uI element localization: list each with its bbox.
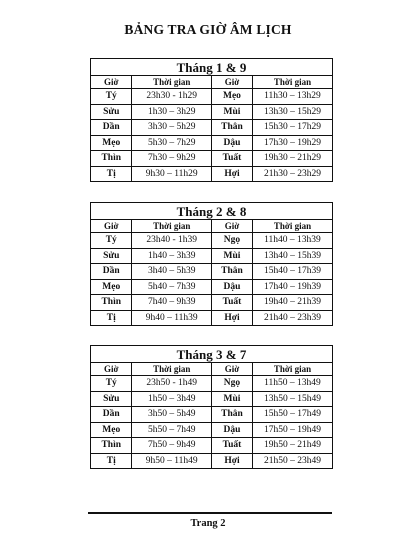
- gio-cell: Tị: [91, 310, 132, 325]
- table-row: [91, 391, 332, 407]
- time-cell: 9h50 – 11h49: [132, 453, 212, 468]
- table-row: [91, 120, 332, 136]
- time-cell: 7h50 – 9h49: [132, 438, 212, 454]
- table-row: [91, 89, 332, 105]
- time-cell: 5h50 – 7h49: [132, 422, 212, 438]
- gio-cell: Ngọ: [211, 376, 252, 392]
- time-cell: 13h50 – 15h49: [252, 391, 332, 407]
- time-cell: 1h50 – 3h49: [132, 391, 212, 407]
- header-thoi-gian: Thời gian: [132, 76, 212, 89]
- gio-cell: Mùi: [211, 248, 252, 264]
- gio-cell: Tuất: [211, 438, 252, 454]
- time-cell: 13h40 – 15h39: [252, 248, 332, 264]
- time-cell: 1h40 – 3h39: [132, 248, 212, 264]
- block-title: Tháng 1 & 9: [176, 60, 247, 75]
- time-cell: 9h30 – 11h29: [132, 166, 212, 181]
- time-cell: 15h50 – 17h49: [252, 407, 332, 423]
- gio-cell: Tý: [91, 376, 132, 392]
- table-row: [91, 264, 332, 280]
- time-cell: 13h30 – 15h29: [252, 104, 332, 120]
- table-row: [91, 166, 332, 181]
- header-gio: Giờ: [211, 220, 252, 233]
- header-thoi-gian: Thời gian: [252, 220, 332, 233]
- gio-cell: Tuất: [211, 151, 252, 167]
- gio-cell: Dậu: [211, 279, 252, 295]
- time-table: [91, 219, 332, 325]
- time-cell: 5h40 – 7h39: [132, 279, 212, 295]
- gio-cell: Ngọ: [211, 233, 252, 249]
- time-cell: 11h40 – 13h39: [252, 233, 332, 249]
- table-row: [91, 453, 332, 468]
- table-block-thang-1-9: [90, 58, 333, 182]
- table-row: [91, 233, 332, 249]
- table-row: [91, 248, 332, 264]
- time-cell: 11h30 – 13h29: [252, 89, 332, 105]
- gio-cell: Mùi: [211, 104, 252, 120]
- header-thoi-gian: Thời gian: [132, 363, 212, 376]
- header-thoi-gian: Thời gian: [252, 76, 332, 89]
- header-thoi-gian: Thời gian: [132, 220, 212, 233]
- time-cell: 21h30 – 23h29: [252, 166, 332, 181]
- header-row: [91, 220, 332, 233]
- gio-cell: Hợi: [211, 453, 252, 468]
- gio-cell: Dậu: [211, 422, 252, 438]
- table-row: [91, 135, 332, 151]
- header-row: [91, 363, 332, 376]
- table-row: [91, 310, 332, 325]
- time-cell: 17h50 – 19h49: [252, 422, 332, 438]
- gio-cell: Tý: [91, 89, 132, 105]
- time-cell: 3h30 – 5h29: [132, 120, 212, 136]
- time-cell: 11h50 – 13h49: [252, 376, 332, 392]
- gio-cell: Mẹo: [91, 135, 132, 151]
- gio-cell: Dậu: [211, 135, 252, 151]
- time-cell: 19h50 – 21h49: [252, 438, 332, 454]
- header-row: [91, 76, 332, 89]
- time-cell: 3h50 – 5h49: [132, 407, 212, 423]
- table-block-thang-3-7: [90, 345, 333, 469]
- time-table: [91, 75, 332, 181]
- gio-cell: Mẹo: [211, 89, 252, 105]
- header-thoi-gian: Thời gian: [252, 363, 332, 376]
- time-cell: 19h40 – 21h39: [252, 295, 332, 311]
- gio-cell: Dần: [91, 407, 132, 423]
- table-block-thang-2-8: [90, 202, 333, 326]
- footer-divider: [88, 512, 332, 514]
- gio-cell: Thìn: [91, 438, 132, 454]
- gio-cell: Sửu: [91, 104, 132, 120]
- time-cell: 15h30 – 17h29: [252, 120, 332, 136]
- table-row: [91, 104, 332, 120]
- time-cell: 9h40 – 11h39: [132, 310, 212, 325]
- gio-cell: Hợi: [211, 166, 252, 181]
- time-cell: 7h40 – 9h39: [132, 295, 212, 311]
- gio-cell: Dần: [91, 264, 132, 280]
- gio-cell: Sửu: [91, 391, 132, 407]
- time-cell: 7h30 – 9h29: [132, 151, 212, 167]
- time-cell: 3h40 – 5h39: [132, 264, 212, 280]
- page-title: BẢNG TRA GIỜ ÂM LỊCH: [124, 22, 292, 37]
- page-number: Trang 2: [190, 518, 226, 529]
- header-gio: Giờ: [211, 76, 252, 89]
- table-row: [91, 407, 332, 423]
- header-gio: Giờ: [91, 220, 132, 233]
- time-table: [91, 362, 332, 468]
- gio-cell: Mẹo: [91, 279, 132, 295]
- time-cell: 17h30 – 19h29: [252, 135, 332, 151]
- block-title: Tháng 2 & 8: [176, 204, 247, 219]
- time-cell: 5h30 – 7h29: [132, 135, 212, 151]
- time-cell: 21h40 – 23h39: [252, 310, 332, 325]
- table-row: [91, 295, 332, 311]
- gio-cell: Thìn: [91, 151, 132, 167]
- gio-cell: Tuất: [211, 295, 252, 311]
- table-row: [91, 376, 332, 392]
- table-row: [91, 151, 332, 167]
- table-row: [91, 422, 332, 438]
- time-cell: 19h30 – 21h29: [252, 151, 332, 167]
- gio-cell: Mùi: [211, 391, 252, 407]
- gio-cell: Thân: [211, 264, 252, 280]
- table-row: [91, 438, 332, 454]
- gio-cell: Tị: [91, 453, 132, 468]
- gio-cell: Tý: [91, 233, 132, 249]
- header-gio: Giờ: [91, 363, 132, 376]
- time-cell: 15h40 – 17h39: [252, 264, 332, 280]
- gio-cell: Mẹo: [91, 422, 132, 438]
- block-title: Tháng 3 & 7: [176, 347, 247, 362]
- time-cell: 23h50 - 1h49: [132, 376, 212, 392]
- gio-cell: Thìn: [91, 295, 132, 311]
- time-cell: 17h40 – 19h39: [252, 279, 332, 295]
- table-row: [91, 279, 332, 295]
- gio-cell: Dần: [91, 120, 132, 136]
- gio-cell: Thân: [211, 120, 252, 136]
- gio-cell: Tị: [91, 166, 132, 181]
- header-gio: Giờ: [211, 363, 252, 376]
- gio-cell: Thân: [211, 407, 252, 423]
- time-cell: 1h30 – 3h29: [132, 104, 212, 120]
- time-cell: 23h40 - 1h39: [132, 233, 212, 249]
- gio-cell: Hợi: [211, 310, 252, 325]
- time-cell: 21h50 – 23h49: [252, 453, 332, 468]
- time-cell: 23h30 - 1h29: [132, 89, 212, 105]
- header-gio: Giờ: [91, 76, 132, 89]
- gio-cell: Sửu: [91, 248, 132, 264]
